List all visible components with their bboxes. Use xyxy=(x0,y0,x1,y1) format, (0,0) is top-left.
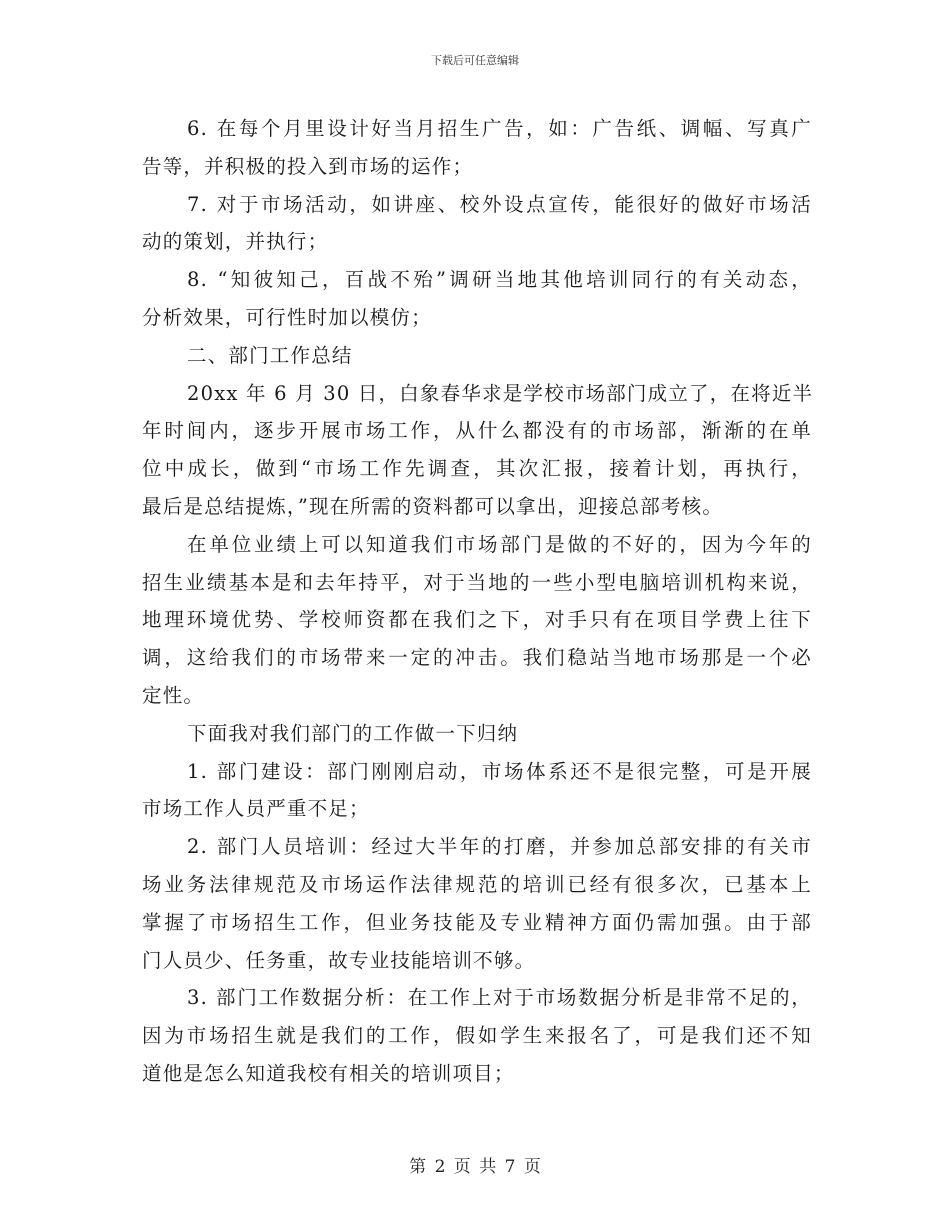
text-line: 定性。 xyxy=(142,683,205,707)
text-line: 在单位业绩上可以知道我们市场部门是做的不好的，因为今年的 xyxy=(187,532,812,556)
text-line: 2. 部门人员培训：经过大半年的打磨，并参加总部安排的有关市 xyxy=(187,835,812,859)
text-line: 位中成长，做到“市场工作先调查，其次汇报，接着计划，再执行， xyxy=(142,457,812,481)
text-line: 场业务法律规范及市场运作法律规范的培训已经有很多次，已基本上 xyxy=(142,872,812,896)
text-line: 1. 部门建设：部门刚刚启动，市场体系还不是很完整，可是开展 xyxy=(187,759,812,783)
text-line: 年时间内，逐步开展市场工作，从什么都没有的市场部，渐渐的在单 xyxy=(142,419,812,443)
text-line: 分析效果，可行性时加以模仿； xyxy=(142,305,432,329)
text-line: 招生业绩基本是和去年持平，对于当地的一些小型电脑培训机构来说， xyxy=(142,570,812,594)
text-line: 地理环境优势、学校师资都在我们之下，对手只有在项目学费上往下 xyxy=(142,608,812,632)
text-line: 6. 在每个月里设计好当月招生广告，如：广告纸、调幅、写真广 xyxy=(187,117,812,140)
text-line: 3. 部门工作数据分析：在工作上对于市场数据分析是非常不足的， xyxy=(187,986,812,1010)
text-line: 动的策划，并执行； xyxy=(142,230,329,254)
text-line: 道他是怎么知道我校有相关的培训项目； xyxy=(142,1061,515,1085)
text-line: 门人员少、任务重，故专业技能培训不够。 xyxy=(142,948,536,972)
section-heading: 二、部门工作总结 xyxy=(187,343,353,367)
text-line: 调，这给我们的市场带来一定的冲击。我们稳站当地市场那是一个必 xyxy=(142,646,812,670)
page-number: 第 2 页 共 7 页 xyxy=(409,1157,541,1177)
text-line: 市场工作人员严重不足； xyxy=(142,797,370,821)
text-line: 掌握了市场招生工作，但业务技能及专业精神方面仍需加强。由于部 xyxy=(142,910,812,934)
text-line: 7. 对于市场活动，如讲座、校外设点宣传，能很好的做好市场活 xyxy=(187,192,812,216)
text-line: 20xx 年 6 月 30 日，白象春华求是学校市场部门成立了，在将近半 xyxy=(187,381,814,405)
text-line: 下面我对我们部门的工作做一下归纳 xyxy=(187,721,519,745)
text-line: 告等，并积极的投入到市场的运作； xyxy=(142,154,474,178)
page-header-note: 下载后可任意编辑 xyxy=(431,54,519,67)
text-line: 8. “知彼知己，百战不殆”调研当地其他培训同行的有关动态， xyxy=(187,268,812,292)
text-line: 最后是总结提炼，”现在所需的资料都可以拿出，迎接总部考核。 xyxy=(142,494,724,518)
text-line: 因为市场招生就是我们的工作，假如学生来报名了，可是我们还不知 xyxy=(142,1024,812,1048)
document-body xyxy=(142,110,812,1093)
